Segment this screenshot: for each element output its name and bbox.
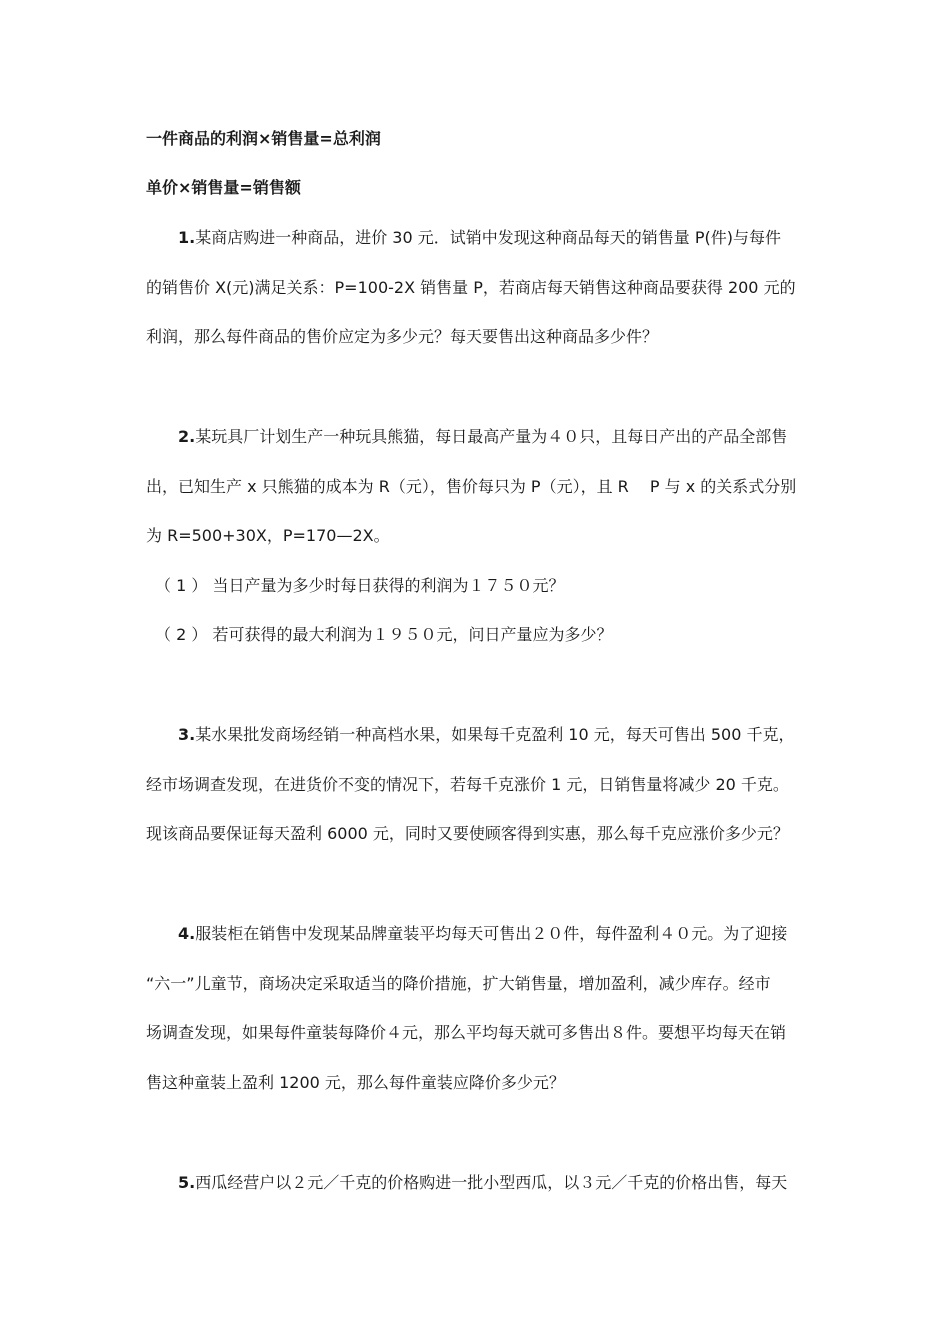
- problem-1-line-2: 的销售价 X(元)满足关系：P=100-2X 销售量 P，若商店每天销售这种商品要获得 200 元的: [146, 278, 796, 297]
- problem-3-line-3: [146, 823, 810, 845]
- problem-number: 2.: [178, 427, 196, 446]
- problem-text: 某玩具厂计划生产一种玩具熊猫，每日最高产量为４０只，且每日产出的产品全部售: [195, 427, 788, 446]
- problem-2-line-2: 出，已知生产 x 只熊猫的成本为 R（元），售价每只为 P（元），且 R P 与 x 的关系式分别: [146, 477, 797, 496]
- formula-heading-sales: 单价×销售量=销售额: [146, 178, 301, 197]
- problem-2-subquestion-2: （ 2 ） 若可获得的最大利润为１９５０元，问日产量应为多少？: [155, 625, 613, 644]
- problem-2-line-1: [178, 426, 810, 448]
- problem-4-line-4: 售这种童装上盈利 1200 元，那么每件童装应降价多少元？: [146, 1073, 565, 1092]
- problem-text: 服装柜在销售中发现某品牌童装平均每天可售出２０件，每件盈利４０元。为了迎接: [195, 924, 788, 943]
- problem-3-line-2: 经市场调查发现，在进货价不变的情况下，若每千克涨价 1 元，日销售量将减少 20 千克。: [146, 775, 789, 794]
- problem-1-line-1: [178, 227, 810, 249]
- problem-text: 某水果批发商场经销一种高档水果，如果每千克盈利 10 元，每天可售出 500 千克，: [195, 725, 795, 744]
- formula-heading-profit: 一件商品的利润×销售量=总利润: [146, 129, 381, 148]
- problem-1-line-3: 利润，那么每件商品的售价应定为多少元？每天要售出这种商品多少件？: [146, 327, 659, 346]
- problem-4-line-3: 场调查发现，如果每件童装每降价４元，那么平均每天就可多售出８件。要想平均每天在销: [146, 1023, 787, 1042]
- problem-2-line-3: 为 R=500+30X，P=170—2X。: [146, 526, 390, 545]
- problem-text: ，那么每千克应涨价多少元？: [580, 824, 789, 843]
- problem-number: 3.: [178, 725, 196, 744]
- problem-text: 现该商品要保证每天盈利 6000 元，同时又要使顾客: [146, 824, 517, 843]
- problem-4-line-1: [178, 923, 810, 945]
- problem-number: 1.: [178, 228, 196, 247]
- problem-3-line-1: [178, 724, 810, 746]
- problem-4-line-2: “六一”儿童节，商场决定采取适当的降价措施，扩大销售量，增加盈利，减少库存。经市: [146, 974, 771, 993]
- problem-2-subquestion-1: （ 1 ） 当日产量为多少时每日获得的利润为１７５０元？: [155, 576, 565, 595]
- problem-text: 某商店购进一种商品，进价 30 元．试销中发现这种商品每天的销售量 P(件)与每件: [195, 228, 781, 247]
- problem-number: 4.: [178, 924, 196, 943]
- underlined-phrase: 得到实惠: [517, 824, 581, 845]
- problem-5-line-1: [178, 1172, 810, 1194]
- problem-number: 5.: [178, 1173, 196, 1192]
- problem-text: 西瓜经营户以２元／千克的价格购进一批小型西瓜，以３元／千克的价格出售，每天: [195, 1173, 788, 1192]
